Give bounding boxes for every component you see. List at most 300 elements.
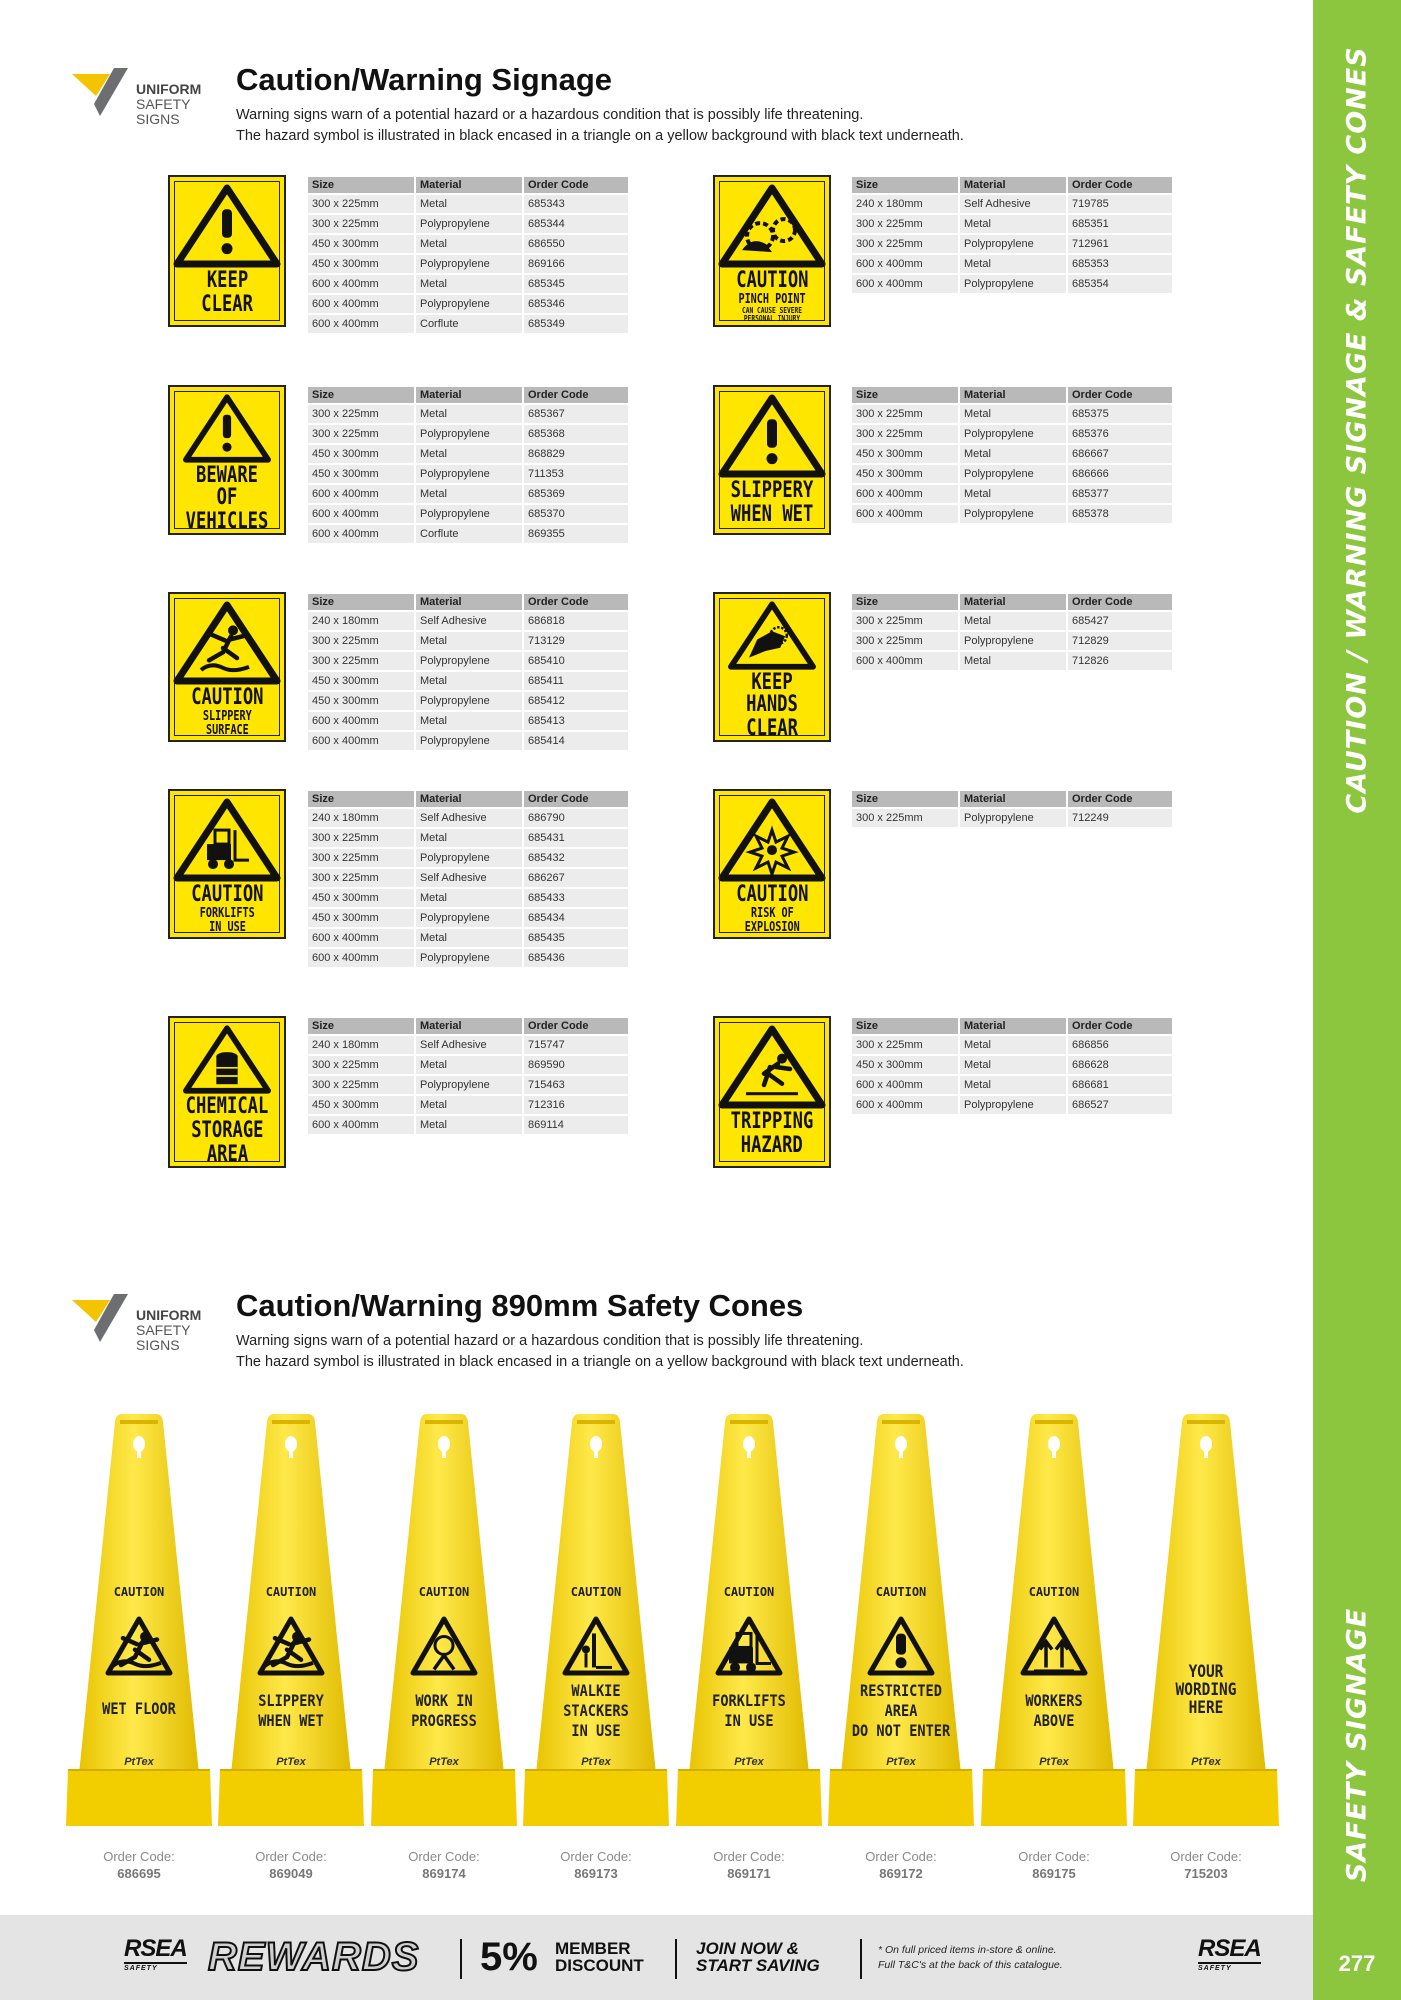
table-cell: Polypropylene — [960, 809, 1066, 827]
table-row — [308, 909, 628, 927]
side-title: CAUTION / WARNING SIGNAGE & SAFETY CONES — [1341, 46, 1373, 814]
table-row — [852, 1096, 1172, 1114]
table-cell: 686667 — [1068, 445, 1172, 463]
table-cell: Polypropylene — [416, 949, 522, 967]
sign-small-text: EXPLOSION — [744, 920, 800, 935]
table-cell: 300 x 225mm — [852, 405, 958, 423]
table-cell: Metal — [960, 1036, 1066, 1054]
table-cell: Polypropylene — [960, 235, 1066, 253]
table-cell: Polypropylene — [416, 425, 522, 443]
exclamation-icon — [718, 394, 826, 478]
cone-brand-logo: PtTex — [429, 1756, 459, 1768]
cone-label: WHEN WET — [258, 1711, 324, 1730]
table-cell: Metal — [416, 1116, 522, 1134]
table-row — [852, 612, 1172, 630]
sign-text: HAZARD — [740, 1133, 803, 1158]
table-cell: 686818 — [524, 612, 628, 630]
table-cell: Metal — [416, 632, 522, 650]
table-cell: 685427 — [1068, 612, 1172, 630]
table-row — [852, 1076, 1172, 1094]
table-row — [308, 732, 628, 750]
order-label: Order Code: — [865, 1849, 937, 1864]
sign-text: CAUTION — [735, 268, 809, 293]
discount-percent: 5% — [480, 1935, 538, 1979]
sign-small-text: SURFACE — [205, 723, 249, 738]
side-section: SAFETY SIGNAGE — [1341, 1607, 1373, 1883]
table-cell: 685413 — [524, 712, 628, 730]
rsea-logo-right: RSEA SAFETY — [1198, 1935, 1261, 1972]
table-row — [308, 315, 628, 333]
arrows-up-icon — [1019, 1615, 1089, 1677]
spec-table — [850, 385, 1174, 525]
table-cell: 450 x 300mm — [852, 445, 958, 463]
sign-subtext: SLIPPERY — [202, 709, 252, 724]
worker-icon — [409, 1615, 479, 1677]
brand-mark-icon — [70, 1292, 132, 1348]
spec-table — [306, 789, 630, 969]
table-row — [308, 425, 628, 443]
order-label: Order Code: — [1018, 1849, 1090, 1864]
warning-sign — [713, 385, 831, 535]
order-code: 869173 — [574, 1866, 618, 1881]
warning-sign — [168, 789, 286, 939]
join-now-link[interactable]: JOIN NOW & START SAVING — [696, 1939, 820, 1975]
member-discount: MEMBER DISCOUNT — [555, 1939, 644, 1975]
table-row — [308, 829, 628, 847]
table-row — [308, 1036, 628, 1054]
order-label: Order Code: — [560, 1849, 632, 1864]
table-row — [308, 485, 628, 503]
table-row — [852, 195, 1172, 213]
order-label: Order Code: — [408, 1849, 480, 1864]
table-cell: 685377 — [1068, 485, 1172, 503]
table-row — [308, 1056, 628, 1074]
table-cell: 600 x 400mm — [852, 1076, 958, 1094]
table-cell: 715747 — [524, 1036, 628, 1054]
column-header: Material — [416, 1018, 522, 1034]
table-cell: 712249 — [1068, 809, 1172, 827]
table-cell: Polypropylene — [416, 1076, 522, 1094]
table-cell: 686856 — [1068, 1036, 1172, 1054]
table-cell: Metal — [960, 445, 1066, 463]
table-row — [852, 465, 1172, 483]
cone-label: STACKERS — [563, 1701, 629, 1720]
table-cell: 685345 — [524, 275, 628, 293]
table-cell: 450 x 300mm — [308, 445, 414, 463]
table-cell: 600 x 400mm — [308, 949, 414, 967]
safety-cone — [521, 1410, 671, 1830]
column-header: Size — [852, 387, 958, 403]
table-row — [308, 195, 628, 213]
table-cell: 300 x 225mm — [308, 1076, 414, 1094]
sign-subtext: PINCH POINT — [738, 292, 806, 307]
table-cell: 685351 — [1068, 215, 1172, 233]
column-header: Size — [852, 177, 958, 193]
table-cell: 685353 — [1068, 255, 1172, 273]
table-cell: 685431 — [524, 829, 628, 847]
table-cell: Polypropylene — [416, 255, 522, 273]
sign-text: CAUTION — [735, 882, 809, 907]
slipping-person-icon — [173, 601, 281, 685]
cone-label: SLIPPERY — [258, 1691, 324, 1710]
column-header: Order Code — [524, 791, 628, 807]
warning-sign — [713, 1016, 831, 1168]
sign-text: KEEP HANDS — [746, 670, 798, 717]
table-cell: Polypropylene — [416, 215, 522, 233]
section-title: Caution/Warning Signage — [236, 62, 613, 97]
cone-label: IN USE — [724, 1711, 774, 1730]
column-header: Order Code — [524, 177, 628, 193]
order-code: 686695 — [117, 1866, 161, 1881]
cone-order-code — [216, 1848, 366, 1882]
cones-description-line-1: Warning signs warn of a potential hazard or a hazardous condition that is possibly life threatening. — [236, 1333, 864, 1349]
table-cell: Polypropylene — [960, 275, 1066, 293]
cone-brand-logo: PtTex — [276, 1756, 306, 1768]
table-cell: Metal — [416, 1096, 522, 1114]
column-header: Order Code — [1068, 791, 1172, 807]
description-line-1: Warning signs warn of a potential hazard or a hazardous condition that is possibly life threatening. — [236, 107, 864, 123]
explosion-icon — [718, 798, 826, 882]
sign-text: BEWARE OF — [195, 463, 258, 510]
safety-cone — [1131, 1410, 1281, 1830]
table-cell: 713129 — [524, 632, 628, 650]
cone-caution-text: CAUTION — [875, 1585, 927, 1599]
table-cell: 715463 — [524, 1076, 628, 1094]
table-cell: Self Adhesive — [416, 869, 522, 887]
column-header: Material — [416, 177, 522, 193]
spec-table — [850, 592, 1174, 672]
table-row — [308, 235, 628, 253]
table-row — [308, 215, 628, 233]
safety-cone — [369, 1410, 519, 1830]
order-code: 715203 — [1184, 1866, 1228, 1881]
cone-brand-logo: PtTex — [124, 1756, 154, 1768]
table-cell: 300 x 225mm — [308, 652, 414, 670]
table-cell: 600 x 400mm — [852, 255, 958, 273]
table-cell: Metal — [416, 235, 522, 253]
sign-text: CAUTION — [190, 685, 264, 710]
exclamation-icon — [866, 1615, 936, 1677]
table-row — [852, 235, 1172, 253]
table-cell: 450 x 300mm — [308, 235, 414, 253]
table-cell: 685375 — [1068, 405, 1172, 423]
table-cell: 300 x 225mm — [308, 1056, 414, 1074]
table-cell: Metal — [416, 889, 522, 907]
table-row — [308, 405, 628, 423]
order-code: 869049 — [269, 1866, 313, 1881]
brand-line-2: SAFETY — [136, 1322, 191, 1338]
warning-sign — [713, 175, 831, 327]
table-cell: 711353 — [524, 465, 628, 483]
brand-line-1: UNIFORM — [136, 81, 202, 97]
table-cell: Metal — [960, 1076, 1066, 1094]
cone-label: WORDING — [1175, 1680, 1237, 1700]
table-cell: Polypropylene — [960, 632, 1066, 650]
table-cell: 685378 — [1068, 505, 1172, 523]
brand-logo-cones — [70, 1292, 220, 1362]
column-header: Material — [416, 387, 522, 403]
table-cell: 300 x 225mm — [308, 849, 414, 867]
hand-blade-icon — [718, 601, 826, 670]
table-cell: 686681 — [1068, 1076, 1172, 1094]
table-cell: 300 x 225mm — [852, 632, 958, 650]
table-cell: 300 x 225mm — [852, 612, 958, 630]
warning-sign — [168, 1016, 286, 1168]
table-cell: Metal — [416, 405, 522, 423]
table-cell: 868829 — [524, 445, 628, 463]
column-header: Order Code — [524, 594, 628, 610]
table-cell: 450 x 300mm — [852, 1056, 958, 1074]
brand-line-2: SAFETY — [136, 96, 191, 112]
table-cell: 300 x 225mm — [308, 829, 414, 847]
cone-brand-logo: PtTex — [734, 1756, 764, 1768]
table-row — [852, 255, 1172, 273]
cone-label: ABOVE — [1033, 1711, 1075, 1730]
table-cell: 600 x 400mm — [308, 295, 414, 313]
cone-label: WORK IN — [415, 1691, 473, 1710]
table-cell: Metal — [416, 445, 522, 463]
warning-sign — [713, 592, 831, 742]
tripping-person-icon — [718, 1025, 826, 1109]
column-header: Size — [852, 594, 958, 610]
table-cell: Metal — [416, 712, 522, 730]
sign-text: CLEAR — [201, 292, 253, 317]
table-row — [852, 652, 1172, 670]
cone-brand-logo: PtTex — [886, 1756, 916, 1768]
sign-text: WHEN WET — [730, 502, 814, 527]
spec-table — [850, 175, 1174, 295]
table-cell: Polypropylene — [416, 465, 522, 483]
table-row — [308, 889, 628, 907]
sign-text: TRIPPING — [730, 1109, 814, 1134]
table-cell: 450 x 300mm — [308, 889, 414, 907]
table-row — [308, 445, 628, 463]
table-cell: 685414 — [524, 732, 628, 750]
column-header: Order Code — [1068, 387, 1172, 403]
slipping-person-icon — [104, 1615, 174, 1677]
table-cell: Metal — [416, 829, 522, 847]
sign-small-text: IN USE — [208, 920, 246, 935]
table-cell: 600 x 400mm — [852, 505, 958, 523]
pinch-point-icon — [718, 184, 826, 268]
cone-brand-logo: PtTex — [581, 1756, 611, 1768]
table-cell: Polypropylene — [416, 295, 522, 313]
safety-cone — [216, 1410, 366, 1830]
table-cell: 600 x 400mm — [308, 1116, 414, 1134]
table-cell: 685434 — [524, 909, 628, 927]
table-row — [308, 692, 628, 710]
table-cell: 300 x 225mm — [852, 425, 958, 443]
page-number: 277 — [1338, 1951, 1376, 1976]
table-cell: 600 x 400mm — [852, 652, 958, 670]
table-cell: Corflute — [416, 525, 522, 543]
spec-table — [850, 789, 1174, 829]
table-cell: 450 x 300mm — [308, 692, 414, 710]
table-cell: Metal — [416, 195, 522, 213]
cone-label: AREA — [884, 1701, 918, 1720]
column-header: Material — [416, 791, 522, 807]
table-cell: 300 x 225mm — [308, 195, 414, 213]
table-cell: 600 x 400mm — [308, 525, 414, 543]
table-cell: 712829 — [1068, 632, 1172, 650]
safety-cone — [674, 1410, 824, 1830]
table-row — [308, 295, 628, 313]
safety-cone — [64, 1410, 214, 1830]
table-row — [852, 275, 1172, 293]
table-cell: Polypropylene — [960, 425, 1066, 443]
table-cell: 300 x 225mm — [308, 869, 414, 887]
table-cell: Corflute — [416, 315, 522, 333]
table-cell: 600 x 400mm — [308, 505, 414, 523]
table-cell: 685411 — [524, 672, 628, 690]
order-label: Order Code: — [1170, 1849, 1242, 1864]
table-cell: 686628 — [1068, 1056, 1172, 1074]
cone-label: FORKLIFTS — [712, 1691, 786, 1710]
stacker-icon — [561, 1615, 631, 1677]
table-cell: 685343 — [524, 195, 628, 213]
cone-order-code — [979, 1848, 1129, 1882]
column-header: Order Code — [524, 387, 628, 403]
slipping-person-icon — [256, 1615, 326, 1677]
table-row — [852, 485, 1172, 503]
sign-text: KEEP — [206, 268, 248, 293]
cone-order-code — [826, 1848, 976, 1882]
sign-text: CAUTION — [190, 882, 264, 907]
table-cell: Metal — [416, 1056, 522, 1074]
cone-label: WALKIE — [571, 1681, 621, 1700]
rewards-wordmark: REWARDS — [208, 1935, 420, 1979]
table-row — [308, 949, 628, 967]
cones-description-line-2: The hazard symbol is illustrated in black encased in a triangle on a yellow background with black text underneath. — [236, 1354, 964, 1370]
column-header: Size — [308, 1018, 414, 1034]
forklift-icon — [173, 798, 281, 882]
table-cell: Polypropylene — [416, 505, 522, 523]
order-label: Order Code: — [103, 1849, 175, 1864]
table-row — [852, 505, 1172, 523]
table-cell: 300 x 225mm — [852, 1036, 958, 1054]
cone-order-code — [1131, 1848, 1281, 1882]
table-cell: Polypropylene — [416, 652, 522, 670]
table-cell: 685344 — [524, 215, 628, 233]
divider — [860, 1939, 862, 1979]
table-cell: Metal — [960, 612, 1066, 630]
column-header: Material — [960, 387, 1066, 403]
column-header: Order Code — [524, 1018, 628, 1034]
table-row — [308, 612, 628, 630]
table-row — [308, 672, 628, 690]
table-cell: 686666 — [1068, 465, 1172, 483]
table-cell: Polypropylene — [960, 1096, 1066, 1114]
table-cell: 685370 — [524, 505, 628, 523]
table-cell: 240 x 180mm — [308, 809, 414, 827]
table-cell: Metal — [960, 652, 1066, 670]
table-cell: 685435 — [524, 929, 628, 947]
table-cell: 685433 — [524, 889, 628, 907]
table-row — [852, 445, 1172, 463]
description-line-2: The hazard symbol is illustrated in black encased in a triangle on a yellow background with black text underneath. — [236, 128, 964, 144]
table-cell: 685349 — [524, 315, 628, 333]
order-code: 869171 — [727, 1866, 771, 1881]
forklift-icon — [714, 1615, 784, 1677]
sign-text: STORAGE — [190, 1118, 264, 1143]
brand-line-3: SIGNS — [136, 1337, 180, 1353]
cone-label: RESTRICTED — [860, 1681, 942, 1700]
table-cell: 240 x 180mm — [308, 1036, 414, 1054]
table-cell: 240 x 180mm — [852, 195, 958, 213]
sign-text: AREA — [206, 1142, 248, 1167]
terms-note: * On full priced items in-store & online. Full T&C's at the back of this catalogue. — [878, 1944, 1063, 1971]
cone-caution-text: CAUTION — [570, 1585, 622, 1599]
exclamation-icon — [173, 394, 281, 463]
spec-table — [306, 592, 630, 752]
table-cell: Metal — [960, 215, 1066, 233]
table-cell: 685368 — [524, 425, 628, 443]
table-cell: 869114 — [524, 1116, 628, 1134]
cone-caution-text: CAUTION — [113, 1585, 165, 1599]
table-row — [308, 652, 628, 670]
table-cell: 685376 — [1068, 425, 1172, 443]
rsea-logo: RSEA SAFETY — [124, 1935, 187, 1972]
table-cell: Metal — [416, 275, 522, 293]
table-row — [308, 465, 628, 483]
table-cell: 600 x 400mm — [308, 929, 414, 947]
cone-order-code — [674, 1848, 824, 1882]
exclamation-icon — [173, 184, 281, 268]
brand-line-1: UNIFORM — [136, 1307, 202, 1323]
table-row — [308, 1096, 628, 1114]
table-cell: 685410 — [524, 652, 628, 670]
table-cell: 240 x 180mm — [308, 612, 414, 630]
table-row — [852, 215, 1172, 233]
table-cell: Metal — [960, 485, 1066, 503]
table-cell: Metal — [960, 405, 1066, 423]
table-cell: 300 x 225mm — [852, 215, 958, 233]
table-cell: Polypropylene — [416, 732, 522, 750]
table-cell: 685412 — [524, 692, 628, 710]
table-cell: 685367 — [524, 405, 628, 423]
cone-label: DO NOT ENTER — [851, 1721, 951, 1740]
sign-text: VEHICLES — [185, 509, 269, 534]
table-cell: 300 x 225mm — [308, 425, 414, 443]
table-cell: 450 x 300mm — [308, 255, 414, 273]
table-cell: 300 x 225mm — [308, 405, 414, 423]
table-row — [308, 929, 628, 947]
cone-label: IN USE — [571, 1721, 621, 1740]
table-cell: 450 x 300mm — [852, 465, 958, 483]
table-cell: Polypropylene — [416, 849, 522, 867]
table-cell: 600 x 400mm — [308, 275, 414, 293]
column-header: Size — [852, 1018, 958, 1034]
table-cell: 600 x 400mm — [308, 485, 414, 503]
order-label: Order Code: — [713, 1849, 785, 1864]
table-cell: 450 x 300mm — [308, 1096, 414, 1114]
column-header: Order Code — [1068, 177, 1172, 193]
table-row — [308, 525, 628, 543]
brand-mark-icon — [70, 66, 132, 122]
table-row — [852, 1056, 1172, 1074]
table-cell: 685354 — [1068, 275, 1172, 293]
sign-subtext: RISK OF — [750, 906, 794, 921]
cone-caution-text: CAUTION — [1028, 1585, 1080, 1599]
warning-sign — [168, 592, 286, 742]
table-cell: 686790 — [524, 809, 628, 827]
sign-text: SLIPPERY — [730, 478, 814, 503]
column-header: Order Code — [1068, 594, 1172, 610]
sign-text: CHEMICAL — [185, 1094, 269, 1119]
cone-brand-logo: PtTex — [1039, 1756, 1069, 1768]
warning-sign — [168, 385, 286, 535]
table-cell: Metal — [960, 255, 1066, 273]
